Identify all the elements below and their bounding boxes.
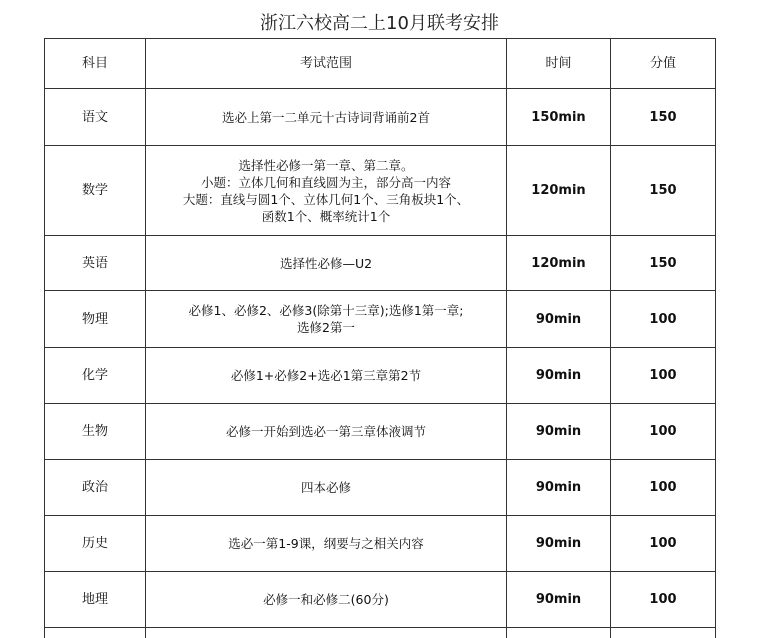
cell-time: 90min	[507, 460, 611, 516]
table-row	[45, 460, 716, 516]
table-row	[45, 348, 716, 404]
scope-line: 选择性必修一第一章、第二章。	[238, 157, 414, 173]
cell-score: 150	[611, 89, 716, 146]
cell-scope	[146, 460, 507, 516]
cell-score: 100	[611, 516, 716, 572]
scope-line: 必修一开始到选必一第三章体液调节	[225, 424, 426, 439]
cell-time: 90min	[507, 348, 611, 404]
table-row	[45, 516, 716, 572]
cell-time: 90min	[507, 404, 611, 460]
cell-scope	[146, 236, 507, 291]
cell-time: 90min	[507, 572, 611, 628]
cell-time: 90min	[507, 291, 611, 348]
cell-subject: 政治	[45, 460, 146, 516]
cell-subject: 语文	[45, 89, 146, 146]
cell-time: 120min	[507, 236, 611, 291]
scope-line: 函数1个、概率统计1个	[261, 208, 391, 224]
cell-time: 150min	[507, 89, 611, 146]
scope-line: 必修1、必修2、必修3(除第十三章);选修1第一章;	[188, 303, 464, 318]
scope-line: 选必上第一二单元十古诗词背诵前2首	[222, 109, 430, 125]
cell-time: 120min	[507, 146, 611, 236]
header-subject: 科目	[45, 39, 146, 89]
cell-subject: 历史	[45, 516, 146, 572]
cell-scope	[146, 348, 507, 404]
table-row	[45, 404, 716, 460]
cell-scope	[146, 516, 507, 572]
cell-subject: 物理	[45, 291, 146, 348]
table-header-row	[45, 39, 716, 89]
cell-score: 100	[611, 404, 716, 460]
cell-score: 100	[611, 572, 716, 628]
cell-score: 100	[611, 291, 716, 348]
header-score: 分值	[611, 39, 716, 89]
table-row-partial	[45, 628, 716, 638]
cell-empty	[45, 628, 146, 638]
table-row	[45, 146, 716, 236]
cell-score: 150	[611, 146, 716, 236]
cell-scope	[146, 89, 507, 146]
scope-line: 选修2第一	[297, 320, 355, 335]
document-title: 浙江六校高二上10月联考安排	[260, 13, 499, 34]
cell-subject: 化学	[45, 348, 146, 404]
cell-empty	[611, 628, 716, 638]
cell-subject: 地理	[45, 572, 146, 628]
table-row	[45, 89, 716, 146]
cell-empty	[146, 628, 507, 638]
header-time: 时间	[507, 39, 611, 89]
scope-line: 必修一和必修二(60分)	[263, 592, 389, 607]
cell-subject: 数学	[45, 146, 146, 236]
table-body	[45, 89, 716, 638]
cell-time: 90min	[507, 516, 611, 572]
cell-empty	[507, 628, 611, 638]
cell-scope	[146, 291, 507, 348]
table-row	[45, 291, 716, 348]
header-scope: 考试范围	[146, 39, 507, 89]
scope-line: 小题：立体几何和直线圆为主，部分高一内容	[200, 174, 451, 190]
table-row	[45, 236, 716, 291]
exam-schedule-table	[44, 38, 716, 638]
cell-subject: 英语	[45, 236, 146, 291]
scope-line: 四本必修	[300, 480, 351, 495]
scope-line: 选必一第1-9课，纲要与之相关内容	[228, 536, 424, 551]
cell-scope	[146, 572, 507, 628]
cell-subject: 生物	[45, 404, 146, 460]
table-row	[45, 572, 716, 628]
cell-score: 150	[611, 236, 716, 291]
scope-line: 大题：直线与圆1个、立体几何1个、三角板块1个、	[182, 191, 470, 207]
scope-line: 选择性必修—U2	[279, 255, 373, 271]
scope-line: 必修1+必修2+选必1第三章第2节	[230, 368, 422, 383]
cell-score: 100	[611, 460, 716, 516]
cell-scope	[146, 404, 507, 460]
cell-score: 100	[611, 348, 716, 404]
cell-scope	[146, 146, 507, 236]
